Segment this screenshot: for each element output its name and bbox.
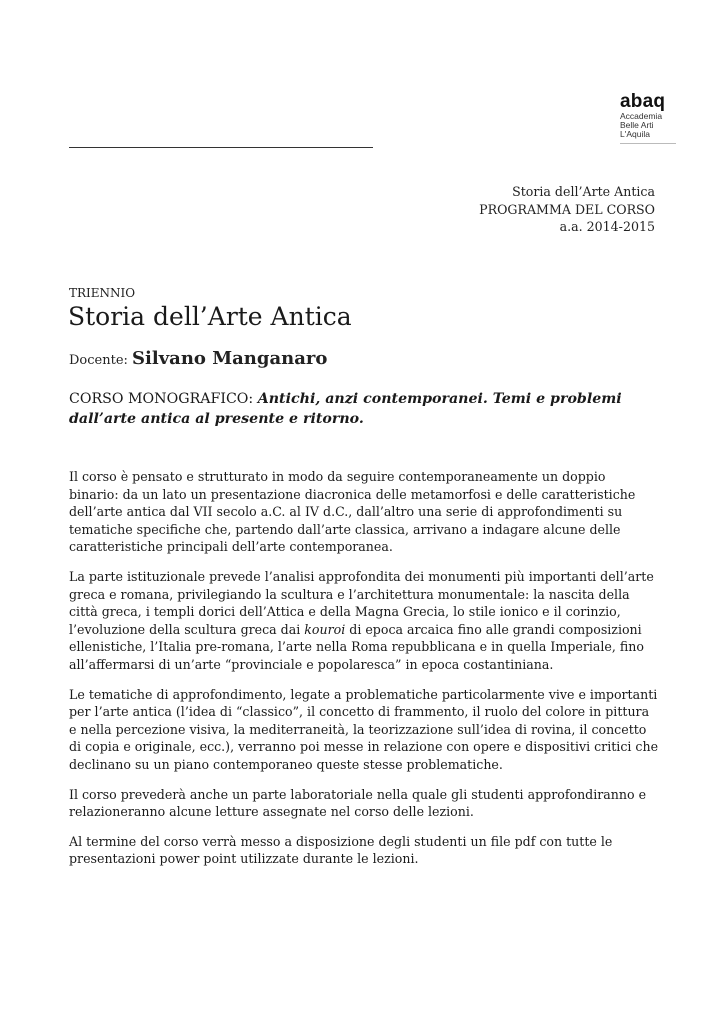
teacher-label: Docente: [69, 353, 128, 368]
monographic-course [69, 389, 649, 429]
teacher-line [69, 346, 327, 374]
course-level: TRIENNIO [69, 286, 136, 300]
paragraph-4: Il corso prevederà anche un parte laboratoriale nella quale gli studenti approfondiranno e relazioneranno alcune letture assegnate nel corso delle lezioni. [69, 786, 647, 820]
monographic-title: Antichi, anzi contemporanei. Temi e problemi dall’arte antica al presente e ritorno. [69, 391, 622, 427]
course-description [69, 468, 659, 880]
logo-mark: abaq [620, 91, 666, 112]
teacher-name: Silvano Manganaro [132, 348, 328, 369]
header-program-label: PROGRAMMA DEL CORSO [479, 201, 655, 217]
paragraph-3: Le tematiche di approfondimento, legate a problematiche particolarmente vive e importanti per l’arte antica (l’idea di “classico”, il concetto di frammento, il ruolo del colore in pittura e nella percezione visiva, la mediterraneità, la teorizzazione sull’idea di rovina, il concetto di copia e originale, ecc.), verranno poi messe in relazione con opere e dispositivi critici che declinano su un piano contemporaneo queste stesse problematiche. [69, 686, 659, 772]
paragraph-1: Il corso è pensato e strutturato in modo da seguire contemporaneamente un doppio binario: da un lato un presentazione diacronica delle metamorfosi e delle caratteristiche dell’arte antica dal VII secolo a.C. al IV d.C., dall’altro una serie di approfondimenti su tematiche specifiche che, partendo dall’arte classica, arrivano a indagare alcune delle caratteristiche principali dell’arte contemporanea. [69, 469, 636, 555]
logo-line-1: Accademia [620, 111, 663, 121]
paragraph-2 [69, 568, 659, 674]
logo-line-2: Belle Arti [620, 120, 654, 130]
header-divider [69, 147, 373, 148]
course-title: Storia dell’Arte Antica [68, 302, 352, 331]
abaq-logo [620, 92, 678, 144]
paragraph-2-italic: kouroi [304, 621, 346, 637]
paragraph-5: Al termine del corso verrà messo a disposizione degli studenti un file pdf con tutte le presentazioni power point utilizzate durante le lezioni. [69, 833, 613, 867]
monographic-label: CORSO MONOGRAFICO: [69, 391, 254, 407]
document-header [479, 183, 655, 236]
logo-line-3: L'Aquila [620, 129, 650, 139]
header-academic-year: a.a. 2014-2015 [559, 219, 655, 234]
paragraph-2-part-a: La parte istituzionale prevede l’analisi approfondita dei monumenti più importanti dell’arte greca e romana, privilegiando la scultura e l’architettura monumentale: la nascita della città greca, i templi dorici dell’Attica e della Magna Grecia, lo stile ionico e il corinzio, l’evoluzione della scultura greca dai [69, 568, 654, 637]
logo-underline [620, 143, 676, 144]
header-course-name: Storia dell’Arte Antica [512, 184, 655, 199]
paragraph-2-part-b: di epoca arcaica fino alle grandi composizioni ellenistiche, l’Italia pre-romana, l’arte nella Roma repubblicana e in quella Imperiale, fino all’affermarsi di un’arte “provinciale e popolaresca” in epoca costantiniana. [69, 621, 644, 672]
